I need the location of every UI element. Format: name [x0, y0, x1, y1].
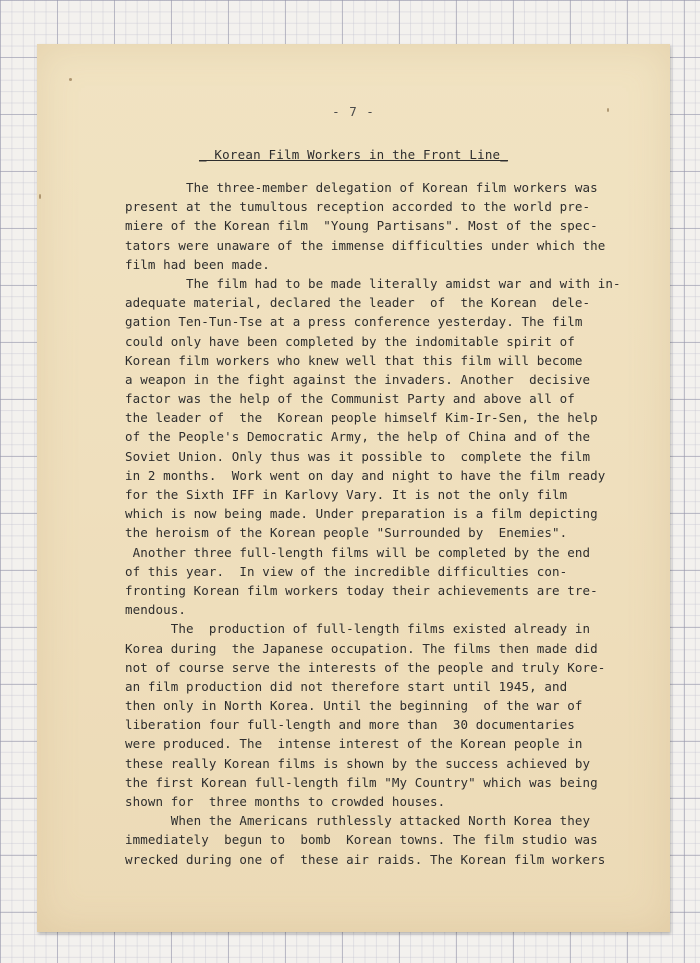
text-line: Soviet Union. Only thus was it possible to complete the film: [125, 448, 591, 464]
text-line: a weapon in the fight against the invaders. Another decisive: [125, 371, 591, 387]
text-line: the leader of the Korean people himself Kim-Ir-Sen, the help: [125, 410, 598, 426]
text-line: The three-member delegation of Korean film workers was: [125, 180, 598, 195]
body-text: [125, 178, 621, 869]
text-line: fronting Korean film workers today their achievements are tre-: [125, 582, 598, 598]
text-line: The film had to be made literally amidst war and with in-: [125, 275, 621, 291]
text-line: these really Korean films is shown by the success achieved by: [125, 755, 591, 771]
text-line: present at the tumultous reception accorded to the world pre-: [125, 199, 591, 215]
text-line: were produced. The intense interest of the Korean people in: [125, 736, 583, 752]
ink-spot: [69, 78, 72, 81]
text-line: mendous.: [125, 602, 187, 618]
text-line: could only have been completed by the indomitable spirit of: [125, 333, 575, 349]
text-line: of the People's Democratic Army, the help of China and of the: [125, 429, 591, 445]
text-line: Another three full-length films will be completed by the end: [125, 544, 591, 560]
text-line: Korea during the Japanese occupation. The films then made did: [125, 640, 598, 656]
text-line: shown for three months to crowded houses.: [125, 794, 446, 809]
text-line: in 2 months. Work went on day and night to have the film ready: [125, 467, 606, 483]
text-line: factor was the help of the Communist Party and above all of: [125, 391, 575, 407]
text-line: then only in North Korea. Until the beginning of the war of: [125, 698, 583, 714]
page-number: - 7 -: [332, 104, 375, 119]
document-page: [37, 44, 670, 932]
text-line: liberation four full-length and more than 30 documentaries: [125, 717, 575, 733]
text-line: immediately begun to bomb Korean towns. The film studio was: [125, 832, 598, 848]
ink-spot: [39, 194, 41, 199]
text-line: When the Americans ruthlessly attacked North Korea they: [125, 813, 591, 829]
text-line: the heroism of the Korean people "Surrounded by Enemies".: [125, 525, 568, 541]
text-line: the first Korean full-length film "My Country" which was being: [125, 774, 598, 790]
text-line: The production of full-length films existed already in: [125, 621, 591, 637]
text-line: adequate material, declared the leader of the Korean dele-: [125, 295, 591, 311]
text-line: an film production did not therefore start until 1945, and: [125, 678, 568, 694]
text-line: wrecked during one of these air raids. The Korean film workers: [125, 851, 606, 867]
text-line: of this year. In view of the incredible difficulties con-: [125, 563, 568, 579]
text-line: film had been made.: [125, 256, 270, 272]
text-line: gation Ten-Tun-Tse at a press conference yesterday. The film: [125, 314, 583, 330]
document-title: _ Korean Film Workers in the Front Line_: [198, 147, 509, 162]
text-line: not of course serve the interests of the people and truly Kore-: [125, 659, 606, 675]
text-line: tators were unaware of the immense difficulties under which the: [125, 237, 606, 253]
text-line: which is now being made. Under preparation is a film depicting: [125, 506, 598, 522]
text-line: for the Sixth IFF in Karlovy Vary. It is not the only film: [125, 487, 568, 502]
text-line: miere of the Korean film "Young Partisans". Most of the spec-: [125, 218, 598, 234]
text-line: Korean film workers who knew well that this film will become: [125, 352, 583, 368]
